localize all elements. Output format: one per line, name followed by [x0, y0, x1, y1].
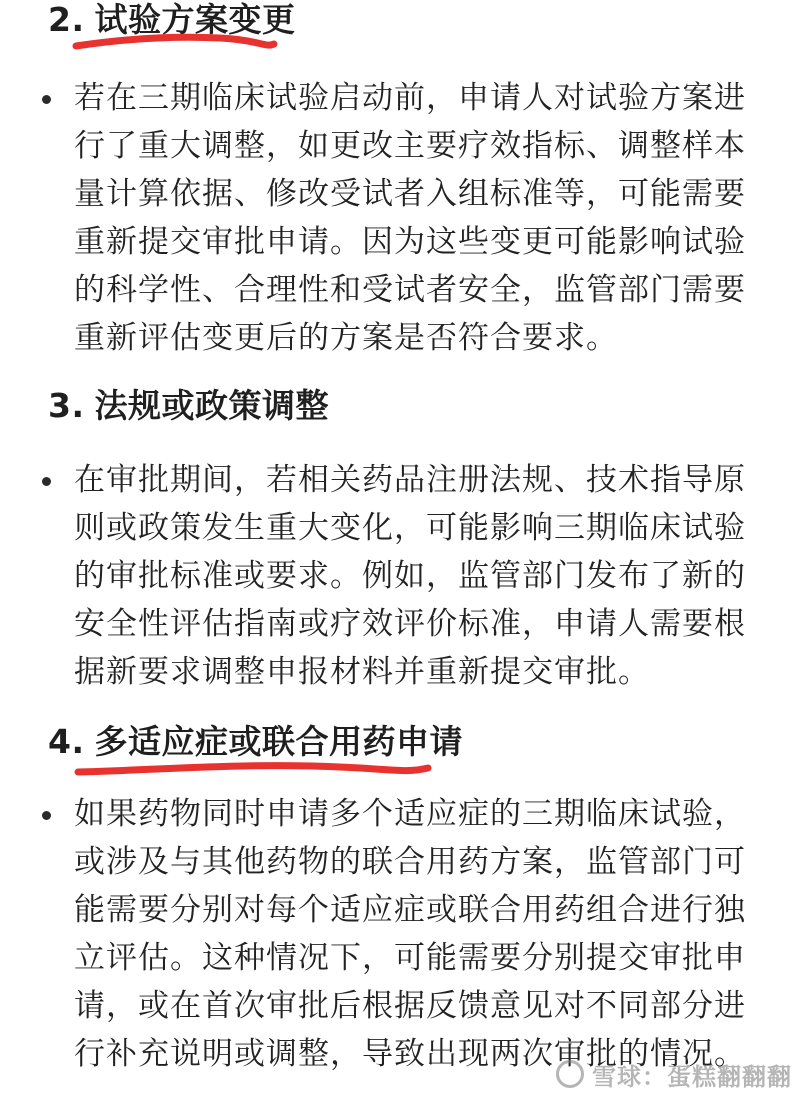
watermark-text: 雪球：蛋糕翻翻翻 — [592, 1063, 792, 1091]
section-4-body: 如果药物同时申请多个适应症的三期临床试验，或涉及与其他药物的联合用药方案，监管部门可能需要分别对每个适应症或联合用药组合进行独立评估。这种情况下，可能需要分别提交审批申请，或在首次审批后根据反馈意见对不同部分进行补充说明或调整，导致出现两次审批的情况。 — [74, 796, 746, 1072]
section-3-bullet — [42, 456, 752, 696]
section-2-body: 若在三期临床试验启动前，申请人对试验方案进行了重大调整，如更改主要疗效指标、调整样本量计算依据、修改受试者入组标准等，可能需要重新提交审批申请。因为这些变更可能影响试验的科学性、合理性和受试者安全，监管部门需要重新评估变更后的方案是否符合要求。 — [74, 80, 746, 356]
section-4-heading — [48, 722, 463, 762]
section-2-number: 2. — [48, 0, 85, 39]
snowball-logo-icon — [556, 1060, 584, 1088]
section-3-number: 3. — [48, 386, 85, 425]
bullet-dot — [42, 477, 51, 486]
section-2-title: 试验方案变更 — [94, 0, 296, 39]
section-3-body: 在审批期间，若相关药品注册法规、技术指导原则或政策发生重大变化，可能影响三期临床试验的审批标准或要求。例如，监管部门发布了新的安全性评估指南或疗效评价标准，申请人需要根据新要求调整申报材料并重新提交审批。 — [74, 462, 746, 690]
bullet-dot — [42, 811, 51, 820]
section-3-heading — [48, 386, 329, 426]
watermark — [556, 1057, 792, 1092]
bullet-dot — [42, 95, 51, 104]
section-4-bullet — [42, 790, 752, 1078]
section-3-title: 法规或政策调整 — [94, 386, 329, 425]
section-4-number: 4. — [48, 722, 85, 761]
section-2-heading — [48, 0, 296, 40]
section-4-title: 多适应症或联合用药申请 — [94, 722, 463, 761]
section-2-bullet — [42, 74, 752, 362]
